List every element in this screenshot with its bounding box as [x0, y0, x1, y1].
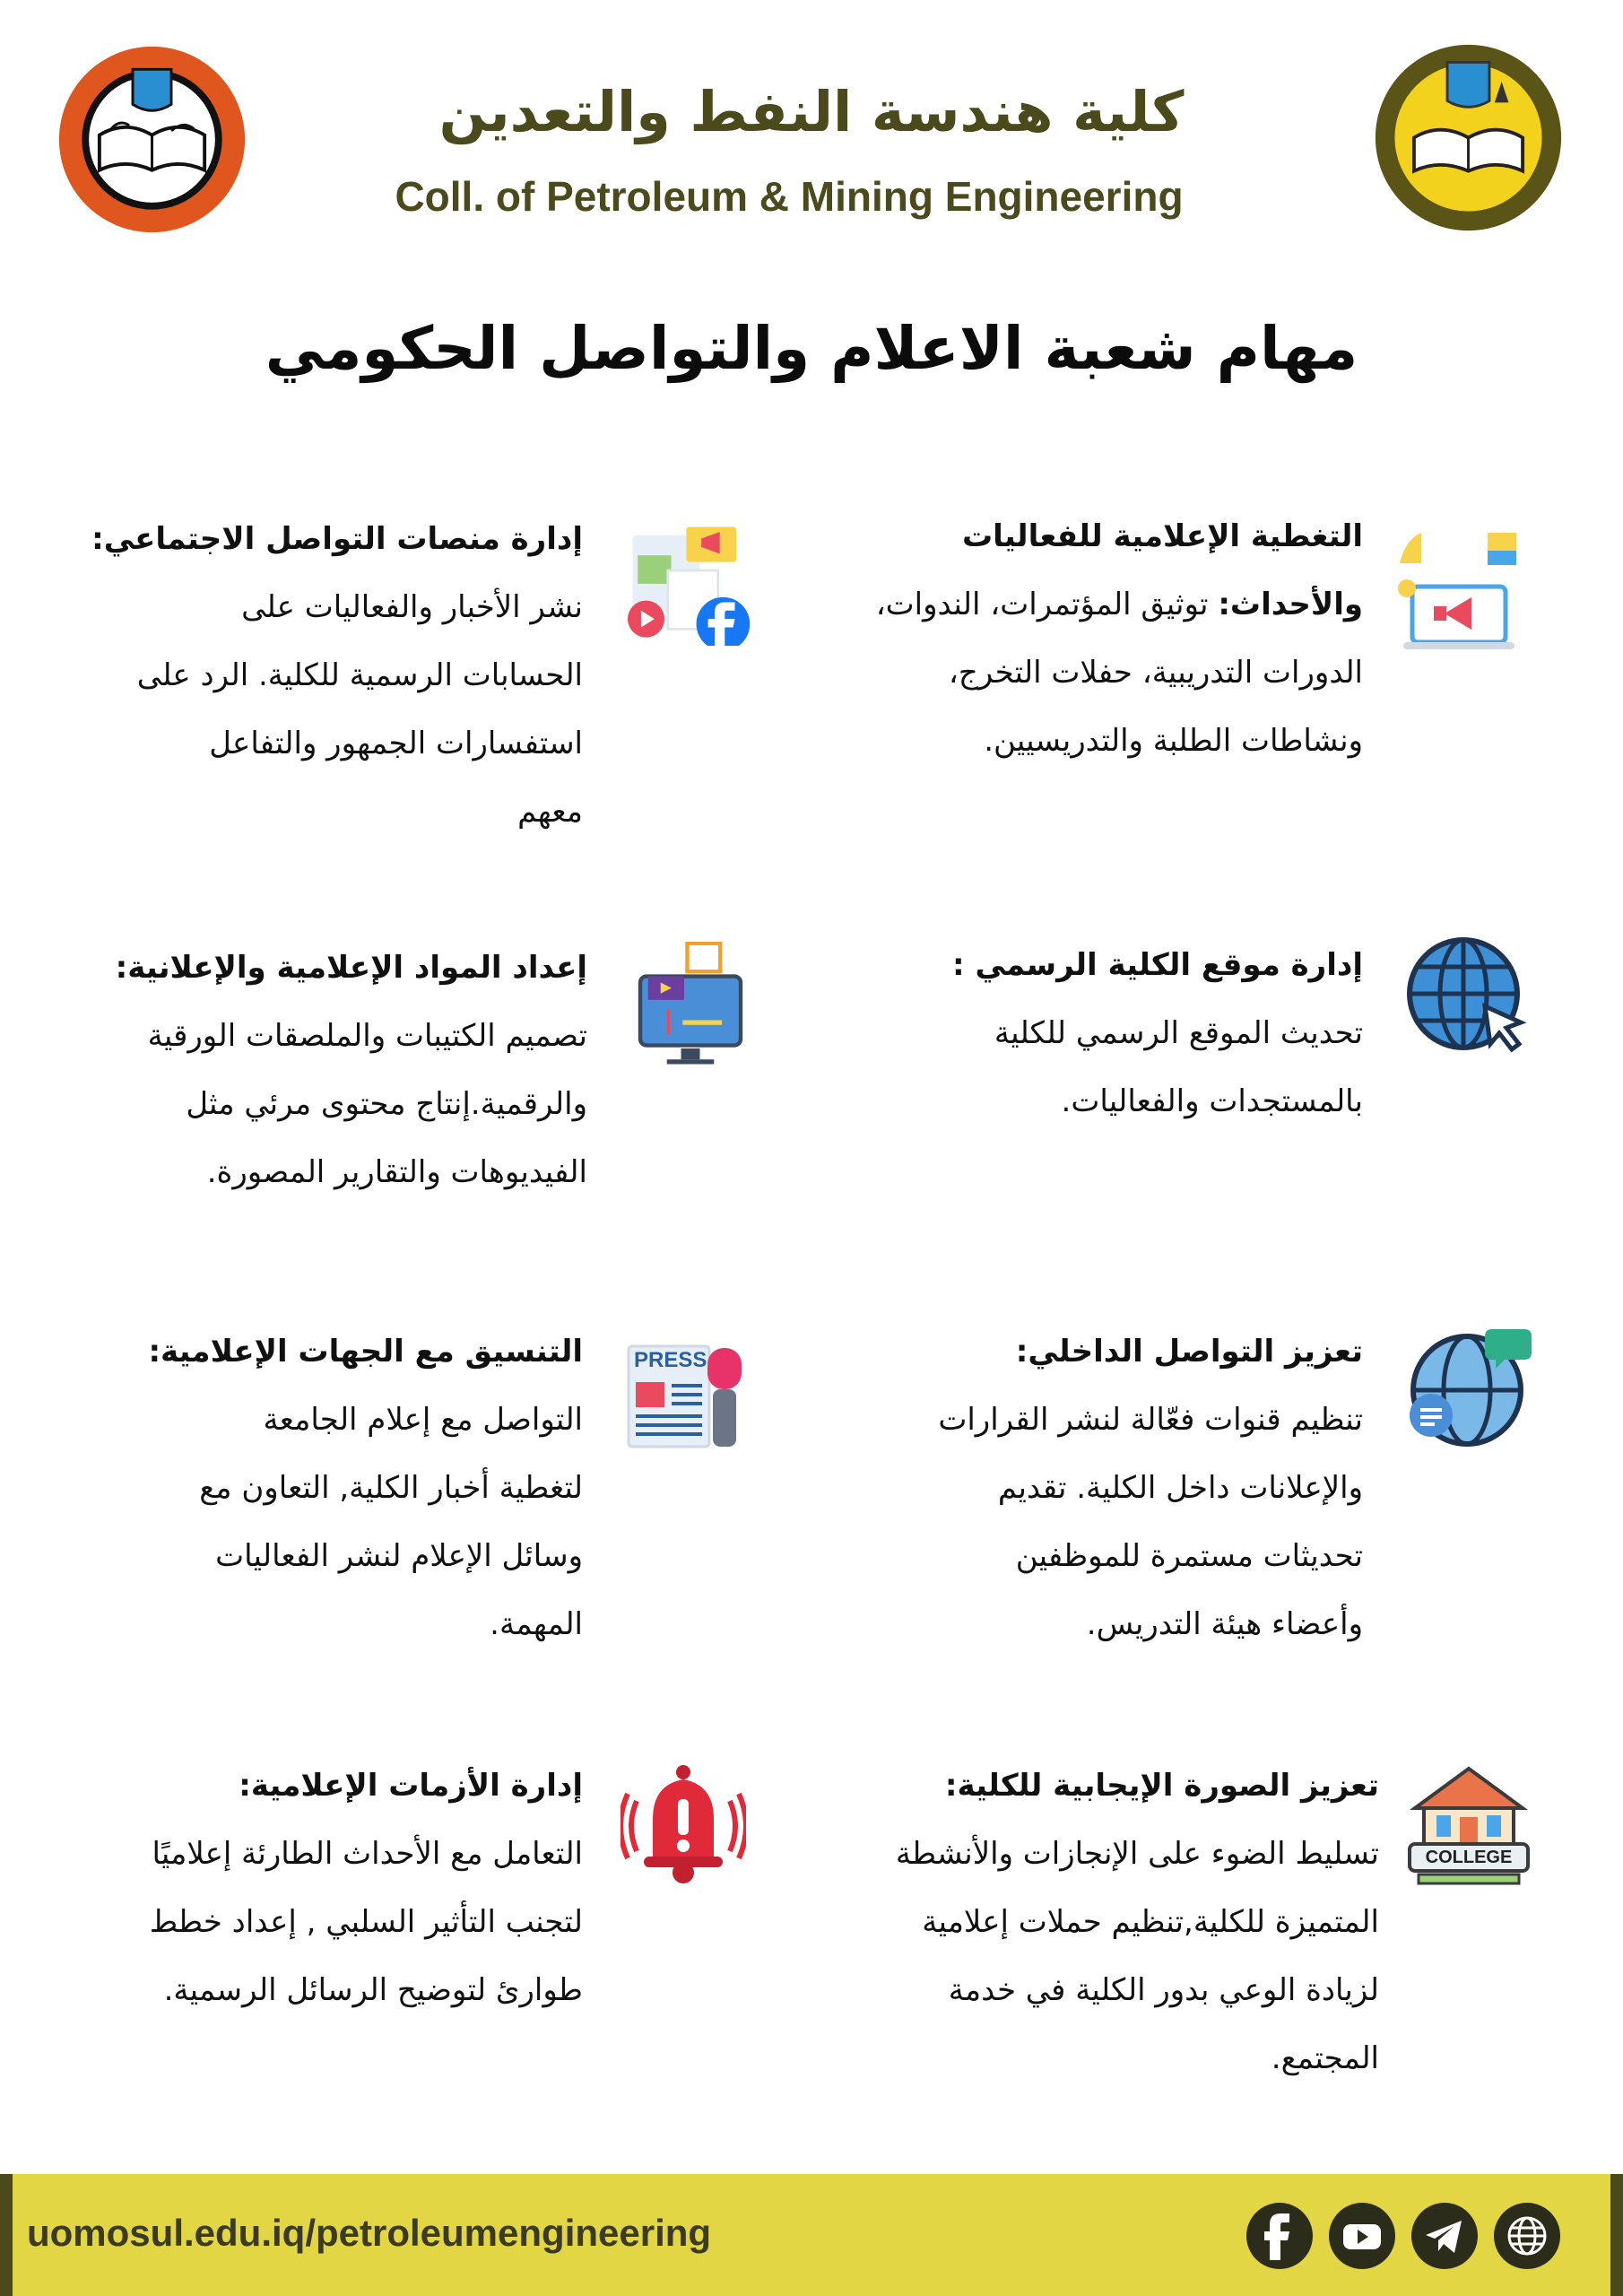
section-line: ونشاطات الطلبة والتدريسيين. — [984, 723, 1363, 759]
section-press-coordination — [90, 1318, 583, 1658]
section-line: تنظيم قنوات فعّالة لنشر القرارات — [938, 1402, 1363, 1438]
section-heading: التغطية الإعلامية للفعاليات — [962, 518, 1363, 554]
section-media-materials — [90, 934, 587, 1206]
section-line: استفسارات الجمهور والتفاعل — [209, 726, 583, 761]
telegram-glyph — [1411, 2203, 1478, 2269]
section-heading: تعزيز التواصل الداخلي: — [1015, 1334, 1363, 1370]
web-globe-icon[interactable] — [1494, 2203, 1560, 2269]
page-title: مهام شعبة الاعلام والتواصل الحكومي — [265, 314, 1358, 383]
section-crisis-management — [90, 1752, 583, 2024]
section-heading: إدارة منصات التواصل الاجتماعي: — [91, 521, 583, 557]
section-heading: إدارة الأزمات الإعلامية: — [239, 1768, 583, 1804]
section-line: والرقمية.إنتاج محتوى مرئي مثل — [186, 1086, 587, 1122]
section-line: الحسابات الرسمية للكلية. الرد على — [136, 657, 583, 693]
globe-cursor-icon — [1406, 935, 1532, 1060]
megaphone-laptop-icon — [1394, 527, 1520, 653]
section-line: المهمة. — [490, 1606, 583, 1642]
section-line: بالمستجدات والفعاليات. — [1061, 1083, 1363, 1119]
facebook-glyph — [1246, 2203, 1313, 2269]
university-of-mosul-seal — [56, 43, 248, 236]
section-line — [789, 570, 1363, 639]
section-line: لزيادة الوعي بدور الكلية في خدمة — [948, 1972, 1379, 2008]
college-building-graphic — [1406, 1763, 1532, 1889]
alarm-bell-icon — [621, 1760, 746, 1885]
section-line: نشر الأخبار والفعاليات على — [241, 589, 583, 625]
section-heading: إدارة موقع الكلية الرسمي : — [952, 947, 1363, 983]
section-line: المتميزة للكلية,تنظيم حملات إعلامية — [922, 1904, 1379, 1940]
section-line: معهم — [517, 794, 583, 830]
footer-url-link[interactable]: uomosul.edu.iq/petroleumengineering — [27, 2212, 712, 2254]
section-line: لتجنب التأثير السلبي , إعداد خطط — [149, 1904, 583, 1940]
facebook-icon[interactable] — [1246, 2203, 1313, 2269]
section-social-media — [90, 505, 583, 846]
youtube-glyph — [1329, 2203, 1395, 2269]
section-positive-image — [807, 1752, 1379, 2092]
section-line: وأعضاء هيئة التدريس. — [1086, 1606, 1363, 1642]
section-heading-cont: والأحداث: — [1218, 587, 1363, 622]
college-label: COLLEGE — [1425, 1848, 1513, 1867]
section-line: طوارئ لتوضيح الرسائل الرسمية. — [163, 1972, 583, 2008]
section-line: التواصل مع إعلام الجامعة — [263, 1402, 583, 1438]
college-title-arabic: كلية هندسة النفط والتعدين — [438, 79, 1185, 144]
section-line: تسليط الضوء على الإنجازات والأنشطة — [895, 1836, 1379, 1872]
section-heading: التنسيق مع الجهات الإعلامية: — [148, 1334, 583, 1370]
video-editing-monitor-icon — [628, 942, 753, 1067]
section-line: تحديث الموقع الرسمي للكلية — [994, 1015, 1363, 1051]
section-text: توثيق المؤتمرات، الندوات، — [875, 587, 1219, 622]
section-internal-communication — [807, 1318, 1363, 1658]
section-line: الفيديوهات والتقارير المصورة. — [206, 1154, 587, 1190]
section-line: الدورات التدريبية، حفلات التخرج، — [948, 655, 1363, 691]
section-line: المجتمع. — [1271, 2040, 1379, 2076]
press-label: PRESS — [634, 1348, 707, 1372]
footer-edge-right — [1610, 2174, 1623, 2296]
college-title-english: Coll. of Petroleum & Mining Engineering — [395, 173, 1184, 220]
youtube-icon[interactable] — [1329, 2203, 1395, 2269]
section-website — [807, 931, 1363, 1135]
section-line: تحديثات مستمرة للموظفين — [1015, 1538, 1363, 1574]
college-building-icon — [1406, 1763, 1532, 1889]
footer-edge-left — [0, 2174, 13, 2296]
telegram-icon[interactable] — [1411, 2203, 1478, 2269]
section-line: والإعلانات داخل الكلية. تقديم — [997, 1470, 1363, 1506]
college-seal — [1372, 41, 1565, 234]
section-media-coverage — [789, 502, 1363, 775]
press-microphone-icon — [625, 1341, 751, 1457]
section-line: لتغطية أخبار الكلية, التعاون مع — [199, 1470, 583, 1506]
globe-chat-icon — [1408, 1324, 1533, 1449]
social-media-icon — [628, 520, 753, 646]
web-globe-glyph — [1494, 2203, 1560, 2269]
section-line: تصميم الكتيبات والملصقات الورقية — [147, 1018, 587, 1054]
section-line: وسائل الإعلام لنشر الفعاليات — [215, 1538, 583, 1574]
section-heading: تعزيز الصورة الإيجابية للكلية: — [944, 1768, 1379, 1804]
section-heading: إعداد المواد الإعلامية والإعلانية: — [115, 950, 587, 986]
section-line: التعامل مع الأحداث الطارئة إعلاميًا — [152, 1836, 583, 1872]
